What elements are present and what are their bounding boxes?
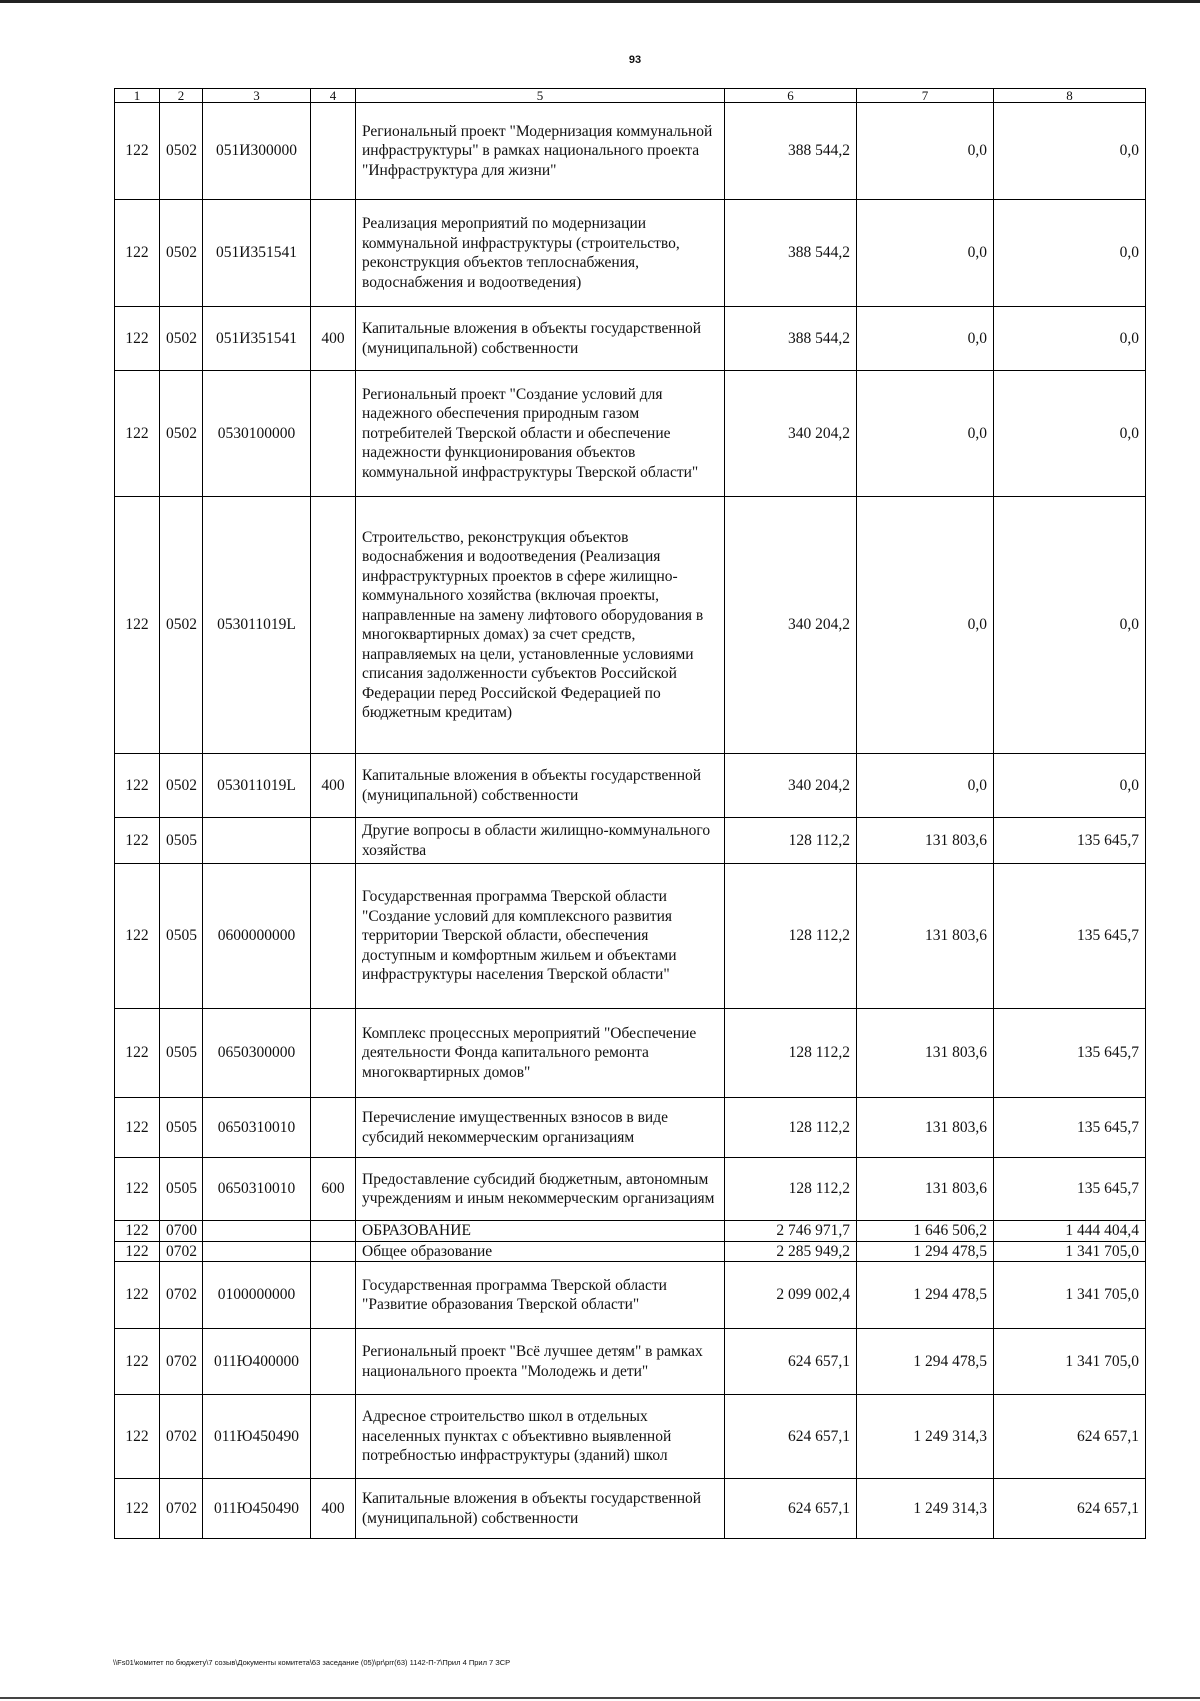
item-description: Перечисление имущественных взносов в виде субсидий некоммерческим организациям — [356, 1098, 725, 1158]
target-article-code — [203, 1221, 311, 1242]
amount-col6: 624 657,1 — [725, 1395, 857, 1479]
amount-col7: 0,0 — [857, 200, 994, 307]
target-article-code: 0650300000 — [203, 1009, 311, 1098]
ministry-code: 122 — [115, 1241, 160, 1262]
amount-col8: 135 645,7 — [994, 1009, 1146, 1098]
amount-col6: 128 112,2 — [725, 1158, 857, 1221]
target-article-code: 051И351541 — [203, 307, 311, 371]
column-header: 5 — [356, 89, 725, 103]
target-article-code: 0530100000 — [203, 371, 311, 497]
table-row — [115, 1221, 1146, 1242]
ministry-code: 122 — [115, 1098, 160, 1158]
table-row — [115, 1098, 1146, 1158]
amount-col7: 1 249 314,3 — [857, 1479, 994, 1539]
item-description: ОБРАЗОВАНИЕ — [356, 1221, 725, 1242]
amount-col8: 135 645,7 — [994, 1098, 1146, 1158]
table-row — [115, 497, 1146, 754]
section-code: 0505 — [160, 818, 203, 864]
amount-col8: 1 341 705,0 — [994, 1241, 1146, 1262]
ministry-code: 122 — [115, 1262, 160, 1329]
ministry-code: 122 — [115, 818, 160, 864]
target-article-code: 053011019L — [203, 754, 311, 818]
amount-col8: 0,0 — [994, 754, 1146, 818]
amount-col7: 131 803,6 — [857, 864, 994, 1009]
table-row — [115, 103, 1146, 200]
amount-col8: 624 657,1 — [994, 1479, 1146, 1539]
section-code: 0702 — [160, 1262, 203, 1329]
column-header: 3 — [203, 89, 311, 103]
table-row — [115, 1329, 1146, 1395]
amount-col7: 1 294 478,5 — [857, 1241, 994, 1262]
amount-col6: 624 657,1 — [725, 1479, 857, 1539]
ministry-code: 122 — [115, 1009, 160, 1098]
amount-col8: 0,0 — [994, 103, 1146, 200]
expense-type-code — [311, 497, 356, 754]
table-row — [115, 1009, 1146, 1098]
item-description: Реализация мероприятий по модернизации коммунальной инфраструктуры (строительство, реконструкция объектов теплоснабжения, водоснабжения и водоотведения) — [356, 200, 725, 307]
item-description: Другие вопросы в области жилищно-коммунального хозяйства — [356, 818, 725, 864]
expense-type-code — [311, 1395, 356, 1479]
section-code: 0505 — [160, 1098, 203, 1158]
column-header: 4 — [311, 89, 356, 103]
item-description: Региональный проект "Всё лучшее детям" в рамках национального проекта "Молодежь и дети" — [356, 1329, 725, 1395]
expense-type-code — [311, 1241, 356, 1262]
target-article-code: 0650310010 — [203, 1098, 311, 1158]
ministry-code: 122 — [115, 497, 160, 754]
amount-col6: 624 657,1 — [725, 1329, 857, 1395]
ministry-code: 122 — [115, 1329, 160, 1395]
amount-col7: 131 803,6 — [857, 1158, 994, 1221]
item-description: Региональный проект "Создание условий для надежного обеспечения природным газом потребителей Тверской области и обеспечение надежности функционирования объектов коммунальной инфраструктуры Тверской области" — [356, 371, 725, 497]
amount-col6: 128 112,2 — [725, 1098, 857, 1158]
amount-col6: 340 204,2 — [725, 754, 857, 818]
target-article-code: 011Ю450490 — [203, 1395, 311, 1479]
item-description: Предоставление субсидий бюджетным, автономным учреждениям и иным некоммерческим организациям — [356, 1158, 725, 1221]
target-article-code: 051И300000 — [203, 103, 311, 200]
amount-col8: 624 657,1 — [994, 1395, 1146, 1479]
target-article-code — [203, 1241, 311, 1262]
item-description: Комплекс процессных мероприятий "Обеспечение деятельности Фонда капитального ремонта многоквартирных домов" — [356, 1009, 725, 1098]
expense-type-code — [311, 1221, 356, 1242]
amount-col8: 0,0 — [994, 497, 1146, 754]
expense-type-code — [311, 1329, 356, 1395]
column-header: 7 — [857, 89, 994, 103]
expense-type-code — [311, 1098, 356, 1158]
ministry-code: 122 — [115, 1158, 160, 1221]
table-row — [115, 818, 1146, 864]
column-header: 1 — [115, 89, 160, 103]
budget-table — [114, 88, 1146, 1539]
ministry-code: 122 — [115, 200, 160, 307]
amount-col6: 128 112,2 — [725, 1009, 857, 1098]
expense-type-code — [311, 864, 356, 1009]
section-code: 0502 — [160, 103, 203, 200]
amount-col6: 388 544,2 — [725, 103, 857, 200]
target-article-code: 0600000000 — [203, 864, 311, 1009]
section-code: 0502 — [160, 307, 203, 371]
amount-col6: 388 544,2 — [725, 307, 857, 371]
amount-col6: 2 099 002,4 — [725, 1262, 857, 1329]
item-description: Адресное строительство школ в отдельных населенных пунктах с объективно выявленной потребностью инфраструктуры (зданий) школ — [356, 1395, 725, 1479]
bottom-border-line — [0, 1697, 1200, 1699]
section-code: 0702 — [160, 1395, 203, 1479]
ministry-code: 122 — [115, 371, 160, 497]
table-row — [115, 864, 1146, 1009]
ministry-code: 122 — [115, 864, 160, 1009]
page-number: 93 — [628, 54, 642, 66]
item-description: Строительство, реконструкция объектов водоснабжения и водоотведения (Реализация инфраструктурных проектов в сфере жилищно-коммунального хозяйства (включая проекты, направленные на замену лифтового оборудования в многоквартирных домах) за счет средств, направляемых на цели, установленные условиями списания задолженности субъектов Российской Федерации перед Российской Федерацией по бюджетным кредитам) — [356, 497, 725, 754]
ministry-code: 122 — [115, 1221, 160, 1242]
table-row — [115, 1395, 1146, 1479]
amount-col8: 0,0 — [994, 200, 1146, 307]
amount-col8: 0,0 — [994, 307, 1146, 371]
amount-col6: 2 285 949,2 — [725, 1241, 857, 1262]
section-code: 0700 — [160, 1221, 203, 1242]
expense-type-code — [311, 818, 356, 864]
amount-col6: 388 544,2 — [725, 200, 857, 307]
target-article-code: 011Ю400000 — [203, 1329, 311, 1395]
expense-type-code — [311, 200, 356, 307]
amount-col7: 1 294 478,5 — [857, 1262, 994, 1329]
ministry-code: 122 — [115, 754, 160, 818]
target-article-code: 011Ю450490 — [203, 1479, 311, 1539]
amount-col7: 0,0 — [857, 497, 994, 754]
amount-col7: 0,0 — [857, 371, 994, 497]
amount-col7: 1 294 478,5 — [857, 1329, 994, 1395]
item-description: Капитальные вложения в объекты государственной (муниципальной) собственности — [356, 754, 725, 818]
expense-type-code — [311, 103, 356, 200]
amount-col6: 2 746 971,7 — [725, 1221, 857, 1242]
amount-col7: 131 803,6 — [857, 1009, 994, 1098]
expense-type-code: 400 — [311, 1479, 356, 1539]
table-row — [115, 1241, 1146, 1262]
table-row — [115, 754, 1146, 818]
amount-col7: 1 646 506,2 — [857, 1221, 994, 1242]
ministry-code: 122 — [115, 1479, 160, 1539]
column-header: 8 — [994, 89, 1146, 103]
expense-type-code — [311, 1009, 356, 1098]
section-code: 0502 — [160, 371, 203, 497]
amount-col7: 0,0 — [857, 754, 994, 818]
item-description: Государственная программа Тверской области "Развитие образования Тверской области" — [356, 1262, 725, 1329]
section-code: 0502 — [160, 497, 203, 754]
expense-type-code — [311, 371, 356, 497]
amount-col8: 1 341 705,0 — [994, 1262, 1146, 1329]
target-article-code: 053011019L — [203, 497, 311, 754]
table-row — [115, 371, 1146, 497]
expense-type-code: 400 — [311, 307, 356, 371]
amount-col7: 0,0 — [857, 103, 994, 200]
amount-col6: 128 112,2 — [725, 864, 857, 1009]
table-row — [115, 1479, 1146, 1539]
amount-col7: 131 803,6 — [857, 1098, 994, 1158]
amount-col7: 1 249 314,3 — [857, 1395, 994, 1479]
ministry-code: 122 — [115, 1395, 160, 1479]
target-article-code — [203, 818, 311, 864]
file-path-footer: \\Fs01\комитет по бюджету\7 созыв\Документы комитета\63 заседание (05)\pr\prr(63) 1142-П-7\Прил 4 Прил 7 ЗСР — [113, 1658, 511, 1667]
table-row — [115, 1262, 1146, 1329]
ministry-code: 122 — [115, 307, 160, 371]
target-article-code: 0100000000 — [203, 1262, 311, 1329]
section-code: 0505 — [160, 864, 203, 1009]
column-header: 2 — [160, 89, 203, 103]
section-code: 0502 — [160, 754, 203, 818]
item-description: Региональный проект "Модернизация коммунальной инфраструктуры" в рамках национального проекта "Инфраструктура для жизни" — [356, 103, 725, 200]
ministry-code: 122 — [115, 103, 160, 200]
top-border-line — [0, 0, 1200, 3]
section-code: 0502 — [160, 200, 203, 307]
section-code: 0702 — [160, 1329, 203, 1395]
amount-col8: 0,0 — [994, 371, 1146, 497]
target-article-code: 051И351541 — [203, 200, 311, 307]
table-row — [115, 1158, 1146, 1221]
section-code: 0505 — [160, 1009, 203, 1098]
amount-col7: 131 803,6 — [857, 818, 994, 864]
expense-type-code — [311, 1262, 356, 1329]
amount-col6: 128 112,2 — [725, 818, 857, 864]
expense-type-code: 600 — [311, 1158, 356, 1221]
amount-col8: 1 341 705,0 — [994, 1329, 1146, 1395]
amount-col7: 0,0 — [857, 307, 994, 371]
expense-type-code: 400 — [311, 754, 356, 818]
amount-col6: 340 204,2 — [725, 371, 857, 497]
amount-col8: 135 645,7 — [994, 818, 1146, 864]
table-row — [115, 307, 1146, 371]
section-code: 0702 — [160, 1241, 203, 1262]
section-code: 0505 — [160, 1158, 203, 1221]
target-article-code: 0650310010 — [203, 1158, 311, 1221]
amount-col8: 135 645,7 — [994, 864, 1146, 1009]
item-description: Общее образование — [356, 1241, 725, 1262]
item-description: Капитальные вложения в объекты государственной (муниципальной) собственности — [356, 307, 725, 371]
amount-col8: 1 444 404,4 — [994, 1221, 1146, 1242]
item-description: Капитальные вложения в объекты государственной (муниципальной) собственности — [356, 1479, 725, 1539]
amount-col8: 135 645,7 — [994, 1158, 1146, 1221]
header-row — [115, 89, 1146, 103]
table-row — [115, 200, 1146, 307]
section-code: 0702 — [160, 1479, 203, 1539]
item-description: Государственная программа Тверской области "Создание условий для комплексного развития территории Тверской области, обеспечения доступным и комфортным жильем и объектами инфраструктуры населения Тверской области" — [356, 864, 725, 1009]
column-header: 6 — [725, 89, 857, 103]
amount-col6: 340 204,2 — [725, 497, 857, 754]
